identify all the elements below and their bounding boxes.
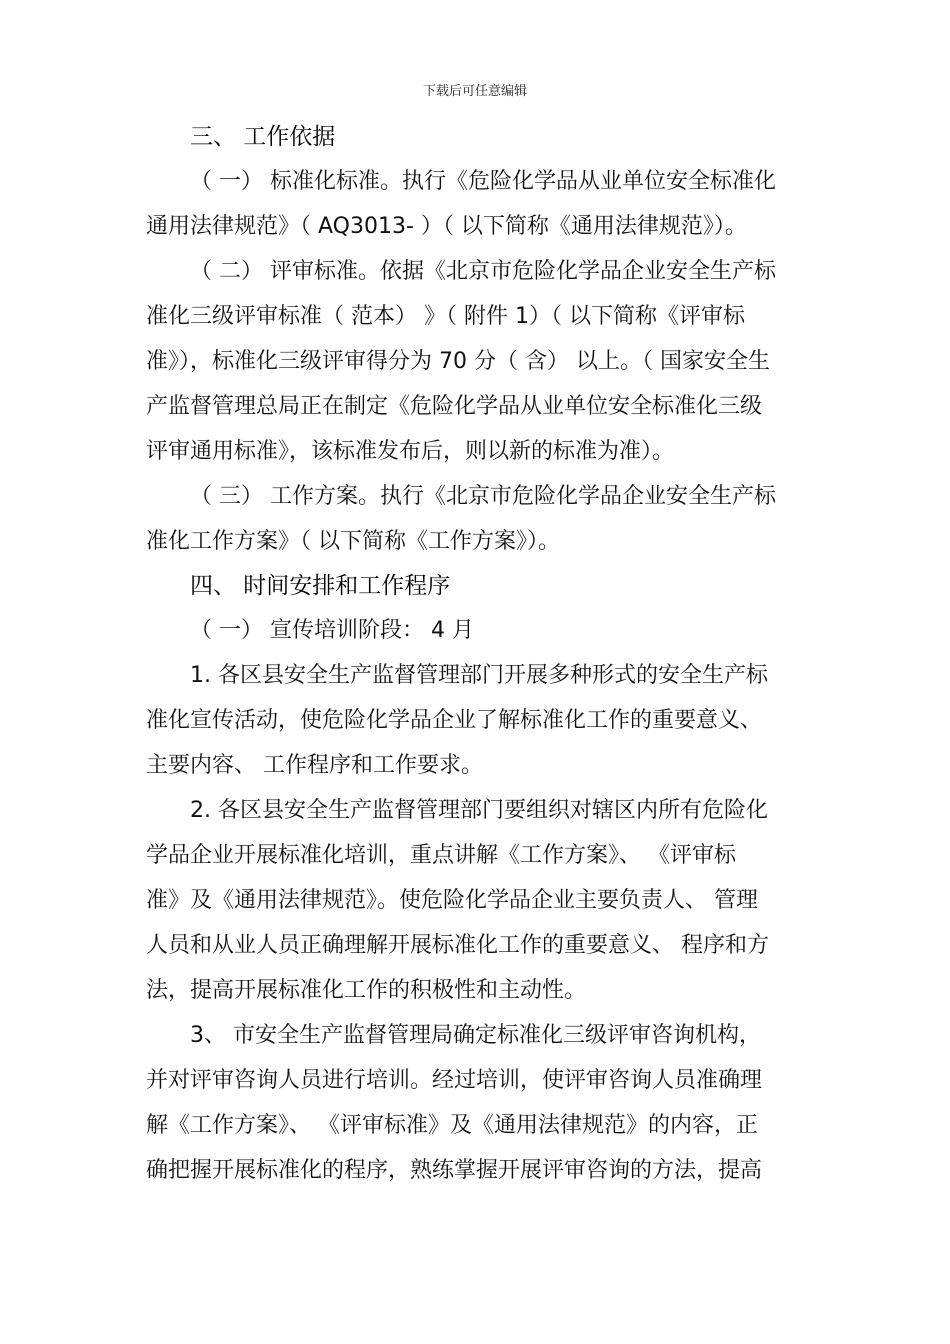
subsection-heading: （ 一） 宣传培训阶段： 4 月 [190,618,474,643]
page-header: 下载后可任意编辑 [422,84,527,99]
paragraph-line: （ 二） 评审标准。依据《北京市危险化学品企业安全生产标 [190,259,776,284]
paragraph-line: 1. 各区县安全生产监督管理部门开展多种形式的安全生产标 [190,663,768,688]
paragraph-line: （ 三） 工作方案。执行《北京市危险化学品企业安全生产标 [190,484,776,509]
paragraph-line: 评审通用标准》，该标准发布后，则以新的标准为准）。 [146,439,675,464]
paragraph-line: （ 一） 标准化标准。执行《危险化学品从业单位安全标准化 [190,169,776,194]
paragraph-line: 准化三级评审标准（ 范本） 》（ 附件 1）（ 以下简称《评审标 [146,304,745,329]
paragraph-line: 准化工作方案》（ 以下简称《工作方案》）。 [146,529,560,554]
paragraph-line: 并对评审咨询人员进行培训。经过培训，使评审咨询人员准确理 [146,1068,763,1093]
paragraph-line: 产监督管理总局正在制定《危险化学品从业单位安全标准化三级 [146,394,763,419]
section-heading-4: 四、 时间安排和工作程序 [190,573,451,599]
paragraph-line: 主要内容、 工作程序和工作要求。 [146,753,483,778]
paragraph-line: 3、 市安全生产监督管理局确定标准化三级评审咨询机构， [190,1023,761,1048]
paragraph-line: 学品企业开展标准化培训，重点讲解《工作方案》、 《评审标 [146,843,736,868]
paragraph-line: 解《工作方案》、 《评审标准》及《通用法律规范》的内容，正 [146,1113,758,1138]
paragraph-line: 准》及《通用法律规范》。使危险化学品企业主要负责人、 管理 [146,888,758,913]
paragraph-line: 确把握开展标准化的程序，熟练掌握开展评审咨询的方法，提高 [146,1158,763,1183]
paragraph-line: 人员和从业人员正确理解开展标准化工作的重要意义、 程序和方 [146,933,769,958]
paragraph-line: 准化宣传活动，使危险化学品企业了解标准化工作的重要意义、 [146,708,763,733]
paragraph-line: 通用法律规范》（ AQ3013- ）（ 以下简称《通用法律规范》）。 [146,214,747,239]
paragraph-line: 准》），标准化三级评审得分为 70 分（ 含） 以上。（ 国家安全生 [146,349,770,374]
paragraph-line: 法，提高开展标准化工作的积极性和主动性。 [146,978,587,1003]
paragraph-line: 2. 各区县安全生产监督管理部门要组织对辖区内所有危险化 [190,798,768,823]
section-heading-3: 三、 工作依据 [190,124,336,150]
